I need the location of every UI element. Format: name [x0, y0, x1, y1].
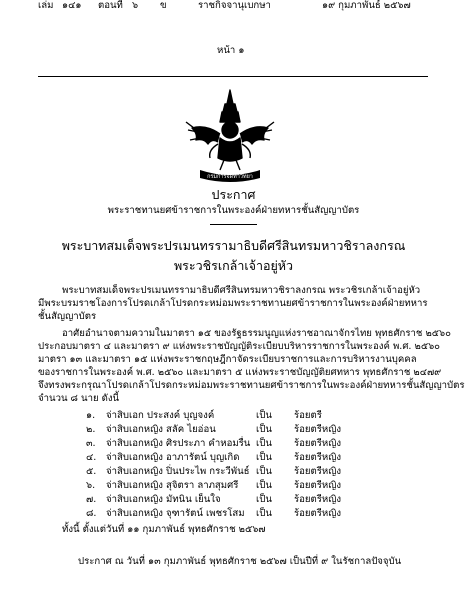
- section-letter: ข: [160, 0, 167, 11]
- list-item: [86, 424, 386, 436]
- recipient-as: เป็น: [256, 466, 272, 477]
- recipient-rank: ร้อยตรีหญิง: [294, 452, 342, 463]
- recipient-name: จ่าสิบเอกหญิง จุฑารัตน์ เพชรโสม: [106, 508, 245, 519]
- body-para2-line5: จึงทรงพระกรุณาโปรดเกล้าโปรดกระหม่อมพระราชทานยศข้าราชการในพระองค์ฝ่ายทหารชั้นสัญญาบัตร: [38, 380, 465, 391]
- recipient-number: ๓.: [86, 438, 96, 449]
- recipient-name: จ่าสิบเอกหญิง ปิ่นประไพ กระวีพันธ์: [106, 466, 250, 477]
- body-para2-line3: มาตรา ๑๓ และมาตรา ๑๕ แห่งพระราชกฤษฎีกาจัดระเบียบราชการและการบริหารงานบุคคล: [38, 354, 417, 365]
- body-para1-line2: มีพระบรมราชโองการโปรดเกล้าโปรดกระหม่อมพระราชทานยศข้าราชการในพระองค์ฝ่ายทหาร: [38, 298, 428, 309]
- body-para1-line1: พระบาทสมเด็จพระปรเมนทรรามาธิบดีศรีสินทรมหาวชิราลงกรณ พระวชิรเกล้าเจ้าอยู่หัว: [62, 285, 421, 296]
- body-para2-line2: ประกอบมาตรา ๔ และมาตรา ๙ แห่งพระราชบัญญัติระเบียบบริหารราชการในพระองค์ พ.ศ. ๒๕๖๐: [38, 341, 441, 352]
- recipient-as: เป็น: [256, 494, 272, 505]
- gazette-header: [0, 0, 467, 14]
- recipient-name: จ่าสิบเอกหญิง สุจิตรา ลาภสุมศรี: [106, 480, 239, 491]
- recipient-rank: ร้อยตรีหญิง: [294, 438, 342, 449]
- list-item: [86, 494, 386, 506]
- recipient-as: เป็น: [256, 424, 272, 435]
- recipient-number: ๔.: [86, 452, 97, 463]
- recipient-rank: ร้อยตรีหญิง: [294, 466, 342, 477]
- recipient-as: เป็น: [256, 508, 272, 519]
- effective-date: ทั้งนี้ ตั้งแต่วันที่ ๑๑ กุมภาพันธ์ พุทธศักราช ๒๕๖๗: [62, 524, 266, 535]
- recipient-number: ๕.: [86, 466, 97, 477]
- volume-label: เล่ม: [38, 0, 54, 11]
- garuda-emblem-icon: [180, 88, 280, 186]
- body-para2-line4: ของราชการในพระองค์ พ.ศ. ๒๕๖๐ และมาตรา ๕ แห่งพระราชบัญญัติยศทหาร พุทธศักราช ๒๔๗๙: [38, 367, 442, 378]
- recipient-number: ๗.: [86, 494, 97, 505]
- part-number: ๖: [132, 0, 139, 11]
- gazette-date: ๑๙ กุมภาพันธ์ ๒๕๖๗: [322, 0, 411, 11]
- recipient-rank: ร้อยตรีหญิง: [294, 480, 342, 491]
- recipient-rank: ร้อยตรี: [294, 410, 322, 421]
- list-item: [86, 438, 386, 450]
- royal-title-line2: พระวชิรเกล้าเจ้าอยู่หัว: [173, 258, 294, 273]
- recipient-rank: ร้อยตรีหญิง: [294, 424, 342, 435]
- list-item: [86, 410, 386, 422]
- header-rule: [38, 76, 428, 77]
- body-para2-line6: จำนวน ๘ นาย ดังนี้: [38, 393, 120, 404]
- body-para2-line1: อาศัยอำนาจตามความในมาตรา ๑๕ ของรัฐธรรมนูญแห่งราชอาณาจักรไทย พุทธศักราช ๒๕๖๐: [62, 328, 451, 339]
- recipient-as: เป็น: [256, 452, 272, 463]
- part-label: ตอนที่: [98, 0, 123, 11]
- list-item: [86, 508, 386, 520]
- page-number: หน้า ๑: [217, 45, 245, 56]
- recipient-name: จ่าสิบเอกหญิง มัทนิน เย็นใจ: [106, 494, 221, 505]
- recipient-as: เป็น: [256, 480, 272, 491]
- recipient-name: จ่าสิบเอกหญิง ศิรประภา คำหอมรื่น: [106, 438, 251, 449]
- recipient-name: จ่าสิบเอกหญิง สลัค ไยอ่อน: [106, 424, 216, 435]
- list-item: [86, 480, 386, 492]
- volume-number: ๑๔๑: [62, 0, 82, 11]
- list-item: [86, 466, 386, 478]
- recipient-number: ๘.: [86, 508, 97, 519]
- recipient-name: จ่าสิบเอกหญิง อาภารัตน์ บุญเกิด: [106, 452, 240, 463]
- notice-label: ประกาศ: [211, 187, 256, 202]
- recipient-rank: ร้อยตรีหญิง: [294, 508, 342, 519]
- title-rule: [210, 224, 257, 225]
- body-para1-line3: ชั้นสัญญาบัตร: [38, 311, 97, 322]
- recipient-as: เป็น: [256, 410, 272, 421]
- list-item: [86, 452, 386, 464]
- recipient-number: ๖.: [86, 480, 96, 491]
- notice-subject: พระราชทานยศข้าราชการในพระองค์ฝ่ายทหารชั้นสัญญาบัตร: [107, 205, 360, 216]
- recipient-rank: ร้อยตรีหญิง: [294, 494, 342, 505]
- proclamation-date: ประกาศ ณ วันที่ ๑๓ กุมภาพันธ์ พุทธศักราช ๒๕๖๗ เป็นปีที่ ๙ ในรัชกาลปัจจุบัน: [78, 556, 402, 567]
- recipient-name: จ่าสิบเอก ประสงค์ บุญจงค์: [106, 410, 215, 421]
- recipient-number: ๒.: [86, 424, 96, 435]
- recipient-number: ๑.: [86, 410, 96, 421]
- emblem-banner-text: กรมการจัดทำวิทยา: [207, 174, 253, 180]
- royal-title-line1: พระบาทสมเด็จพระปรเมนทรรามาธิบดีศรีสินทรมหาวชิราลงกรณ: [61, 238, 406, 253]
- recipient-as: เป็น: [256, 438, 272, 449]
- gazette-name: ราชกิจจานุเบกษา: [198, 0, 271, 11]
